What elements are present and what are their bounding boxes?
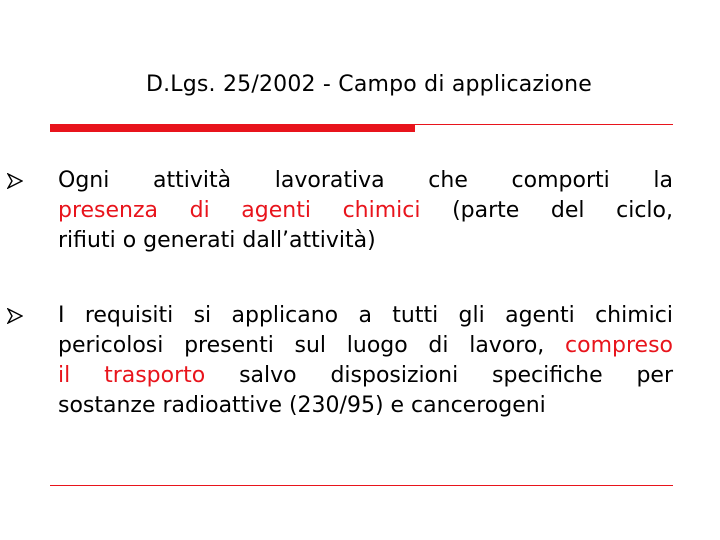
bullet-item-2 bbox=[58, 301, 673, 421]
bullet-item-1 bbox=[58, 166, 673, 256]
bullet-2-line-3 bbox=[58, 361, 673, 391]
bullet-2-line-2 bbox=[58, 331, 673, 361]
bullet-2-line-3-rest: salvo disposizioni specifiche per bbox=[205, 363, 674, 388]
bullet-2-line-4: sostanze radioattive (230/95) e cancerogeni bbox=[58, 393, 546, 418]
bullet-1-highlight: presenza di agenti chimici bbox=[58, 198, 421, 223]
bullet-2-line-1: I requisiti si applicano a tutti gli agenti chimici bbox=[58, 303, 673, 328]
bullet-1-line-2-rest: (parte del ciclo, bbox=[420, 198, 674, 223]
title-underline-thick bbox=[50, 124, 415, 132]
arrow-bullet-icon bbox=[7, 308, 23, 324]
arrow-bullet-icon bbox=[7, 173, 23, 189]
bullet-1-line-1: Ogni attività lavorativa che comporti la bbox=[58, 168, 673, 193]
slide-title: D.Lgs. 25/2002 - Campo di applicazione bbox=[145, 72, 593, 97]
bullet-2-highlight-a: compreso bbox=[565, 333, 673, 358]
bullet-2-highlight-b: il trasporto bbox=[58, 363, 206, 388]
bullet-2-line-2-text: pericolosi presenti sul luogo di lavoro, bbox=[58, 333, 566, 358]
title-underline-thin bbox=[415, 124, 673, 125]
bullet-1-line-3: rifiuti o generati dall’attività) bbox=[58, 228, 376, 253]
footer-rule bbox=[50, 485, 673, 486]
bullet-1-line-2 bbox=[58, 196, 673, 226]
